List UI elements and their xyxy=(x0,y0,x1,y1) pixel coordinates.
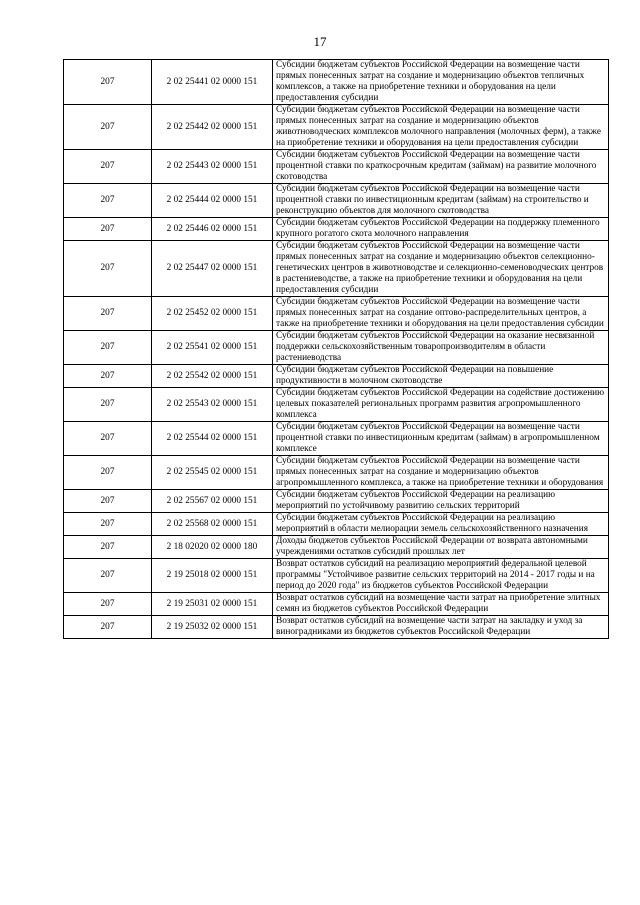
admin-code-cell: 207 xyxy=(64,456,152,490)
table-row xyxy=(64,536,609,559)
admin-code-cell: 207 xyxy=(64,593,152,616)
income-name-cell: Возврат остатков субсидий на реализацию мероприятий федеральной целевой программы "Устойчивое развитие сельских территорий на 2014 - 2017 годы и на период до 2020 года" из бюджетов субъектов Российской Федерации xyxy=(273,559,609,593)
budget-code-cell: 2 02 25444 02 0000 151 xyxy=(152,184,273,218)
income-name-cell: Субсидии бюджетам субъектов Российской Федерации на возмещение части процентной ставки по инвестиционным кредитам (займам) в агропромышленном комплексе xyxy=(273,422,609,456)
table-row xyxy=(64,388,609,422)
income-name-cell: Субсидии бюджетам субъектов Российской Федерации на возмещение части прямых понесенных затрат на создание и модернизацию объектов тепличных комплексов, а также на приобретение техники и оборудования на цели предоставления субсидии xyxy=(273,60,609,105)
budget-code-cell: 2 19 25031 02 0000 151 xyxy=(152,593,273,616)
admin-code-cell: 207 xyxy=(64,559,152,593)
table-row xyxy=(64,559,609,593)
budget-code-cell: 2 02 25447 02 0000 151 xyxy=(152,241,273,297)
budget-code-cell: 2 02 25441 02 0000 151 xyxy=(152,60,273,105)
table-row xyxy=(64,422,609,456)
budget-code-cell: 2 02 25541 02 0000 151 xyxy=(152,331,273,365)
income-name-cell: Субсидии бюджетам субъектов Российской Федерации на возмещение части прямых понесенных затрат на создание и модернизацию объектов селекционно-генетических центров в животноводстве и селекционно-семеноводческих центров в растениеводстве, а также на приобретение техники и оборудования на цели предоставления субсидии xyxy=(273,241,609,297)
budget-code-cell: 2 02 25446 02 0000 151 xyxy=(152,218,273,241)
table-row xyxy=(64,616,609,639)
admin-code-cell: 207 xyxy=(64,184,152,218)
income-name-cell: Субсидии бюджетам субъектов Российской Федерации на возмещение части прямых понесенных затрат на создание и модернизацию объектов агропромышленного комплекса, а также на приобретение техники и оборудования xyxy=(273,456,609,490)
admin-code-cell: 207 xyxy=(64,422,152,456)
income-name-cell: Субсидии бюджетам субъектов Российской Федерации на возмещение части процентной ставки по инвестиционным кредитам (займам) на строительство и реконструкцию объектов для молочного скотоводства xyxy=(273,184,609,218)
admin-code-cell: 207 xyxy=(64,490,152,513)
income-name-cell: Субсидии бюджетам субъектов Российской Федерации на возмещение части прямых понесенных затрат на создание и модернизацию объектов животноводческих комплексов молочного направления (молочных ферм), а также на приобретение техники и оборудования на цели предоставления субсидии xyxy=(273,105,609,150)
income-name-cell: Субсидии бюджетам субъектов Российской Федерации на оказание несвязанной поддержки сельскохозяйственным товаропроизводителям в области растениеводства xyxy=(273,331,609,365)
budget-code-cell: 2 02 25568 02 0000 151 xyxy=(152,513,273,536)
income-name-cell: Субсидии бюджетам субъектов Российской Федерации на реализацию мероприятий в области мелиорации земель сельскохозяйственного назначения xyxy=(273,513,609,536)
income-name-cell: Субсидии бюджетам субъектов Российской Федерации на поддержку племенного крупного рогатого скота молочного направления xyxy=(273,218,609,241)
budget-code-cell: 2 19 25032 02 0000 151 xyxy=(152,616,273,639)
income-name-cell: Субсидии бюджетам субъектов Российской Федерации на содействие достижению целевых показателей региональных программ развития агропромышленного комплекса xyxy=(273,388,609,422)
income-name-cell: Возврат остатков субсидий на возмещение части затрат на закладку и уход за виноградниками из бюджетов субъектов Российской Федерации xyxy=(273,616,609,639)
income-name-cell: Субсидии бюджетам субъектов Российской Федерации на возмещение части прямых понесенных затрат на создание оптово-распределительных центров, а также на приобретение техники и оборудования на цели предоставления субсидии xyxy=(273,297,609,331)
table-row xyxy=(64,456,609,490)
budget-code-cell: 2 02 25442 02 0000 151 xyxy=(152,105,273,150)
budget-code-cell: 2 02 25452 02 0000 151 xyxy=(152,297,273,331)
table-row xyxy=(64,513,609,536)
table-row xyxy=(64,105,609,150)
table-row xyxy=(64,297,609,331)
admin-code-cell: 207 xyxy=(64,365,152,388)
budget-code-cell: 2 02 25542 02 0000 151 xyxy=(152,365,273,388)
page-number: 17 xyxy=(313,34,327,49)
table-row xyxy=(64,241,609,297)
budget-code-cell: 2 02 25443 02 0000 151 xyxy=(152,150,273,184)
admin-code-cell: 207 xyxy=(64,513,152,536)
income-name-cell: Доходы бюджетов субъектов Российской Федерации от возврата автономными учреждениями остатков субсидий прошлых лет xyxy=(273,536,609,559)
budget-code-cell: 2 19 25018 02 0000 151 xyxy=(152,559,273,593)
budget-code-cell: 2 18 02020 02 0000 180 xyxy=(152,536,273,559)
table-row xyxy=(64,490,609,513)
admin-code-cell: 207 xyxy=(64,105,152,150)
admin-code-cell: 207 xyxy=(64,60,152,105)
table-row xyxy=(64,184,609,218)
budget-codes-table xyxy=(63,59,609,639)
table-row xyxy=(64,365,609,388)
admin-code-cell: 207 xyxy=(64,218,152,241)
income-name-cell: Субсидии бюджетам субъектов Российской Федерации на повышение продуктивности в молочном скотоводстве xyxy=(273,365,609,388)
table-row xyxy=(64,331,609,365)
income-name-cell: Субсидии бюджетам субъектов Российской Федерации на реализацию мероприятий по устойчивому развитию сельских территорий xyxy=(273,490,609,513)
budget-code-cell: 2 02 25567 02 0000 151 xyxy=(152,490,273,513)
income-name-cell: Возврат остатков субсидий на возмещение части затрат на приобретение элитных семян из бюджетов субъектов Российской Федерации xyxy=(273,593,609,616)
budget-code-cell: 2 02 25545 02 0000 151 xyxy=(152,456,273,490)
income-name-cell: Субсидии бюджетам субъектов Российской Федерации на возмещение части процентной ставки по краткосрочным кредитам (займам) на развитие молочного скотоводства xyxy=(273,150,609,184)
admin-code-cell: 207 xyxy=(64,331,152,365)
admin-code-cell: 207 xyxy=(64,150,152,184)
table-body xyxy=(64,60,609,639)
admin-code-cell: 207 xyxy=(64,616,152,639)
admin-code-cell: 207 xyxy=(64,241,152,297)
admin-code-cell: 207 xyxy=(64,536,152,559)
budget-code-cell: 2 02 25543 02 0000 151 xyxy=(152,388,273,422)
table-row xyxy=(64,150,609,184)
admin-code-cell: 207 xyxy=(64,388,152,422)
table-row xyxy=(64,218,609,241)
table-row xyxy=(64,60,609,105)
budget-code-cell: 2 02 25544 02 0000 151 xyxy=(152,422,273,456)
admin-code-cell: 207 xyxy=(64,297,152,331)
table-row xyxy=(64,593,609,616)
